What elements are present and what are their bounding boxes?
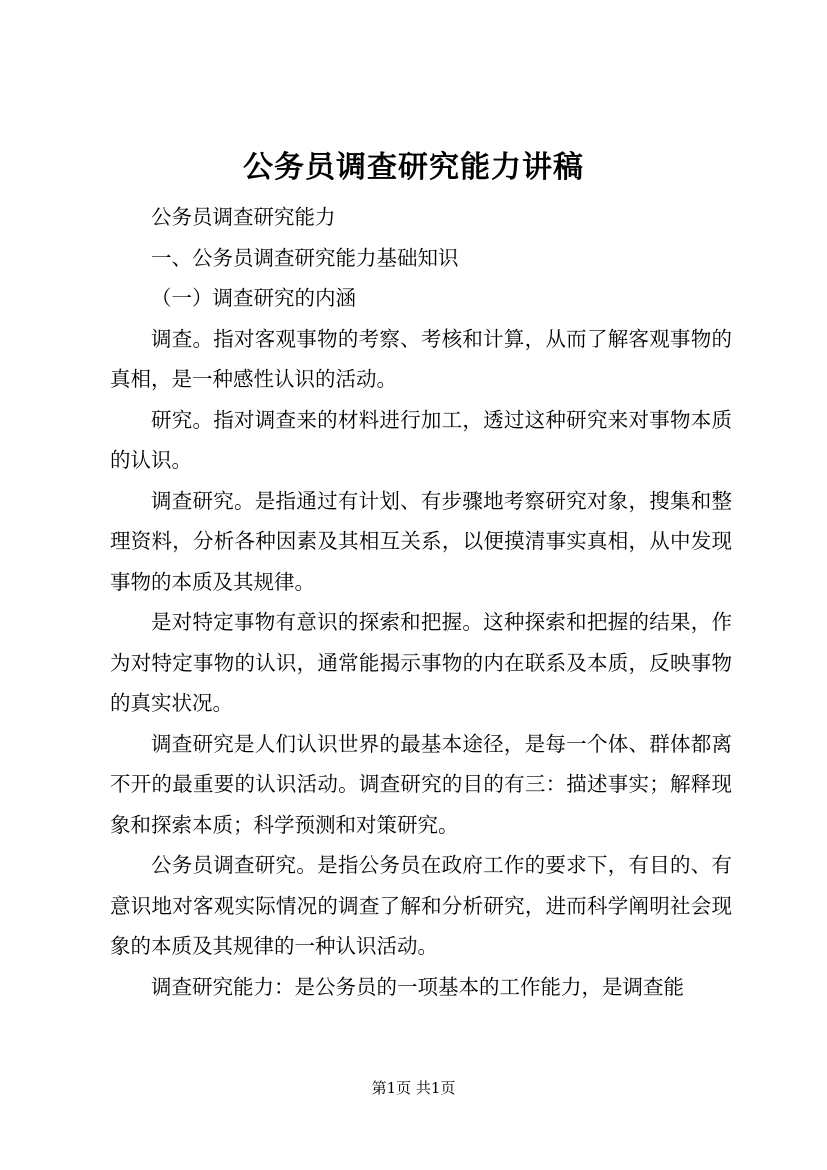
- paragraph: 调查研究。是指通过有计划、有步骤地考察研究对象，搜集和整理资料，分析各种因素及其相互关系，以便摸清事实真相，从中发现事物的本质及其规律。: [110, 488, 732, 594]
- paragraph: （一）调查研究的内涵: [151, 286, 356, 310]
- document-title: 公务员调查研究能力讲稿: [243, 150, 584, 185]
- document-body: [110, 197, 732, 1007]
- paragraph: 调查。指对客观事物的考察、考核和计算，从而了解客观事物的真相，是一种感性认识的活动。: [110, 326, 732, 391]
- paragraph: 公务员调查研究。是指公务员在政府工作的要求下，有目的、有意识地对客观实际情况的调查了解和分析研究，进而科学阐明社会现象的本质及其规律的一种认识活动。: [110, 853, 732, 958]
- paragraph: 是对特定事物有意识的探索和把握。这种探索和把握的结果，作为对特定事物的认识，通常能揭示事物的内在联系及本质，反映事物的真实状况。: [110, 610, 732, 715]
- paragraph: 一、公务员调查研究能力基础知识: [151, 245, 459, 270]
- page-number-footer: 第1页 共1页: [371, 1079, 456, 1097]
- paragraph: 研究。指对调查来的材料进行加工，透过这种研究来对事物本质的认识。: [110, 407, 732, 472]
- paragraph: 调查研究能力：是公务员的一项基本的工作能力，是调查能: [151, 974, 684, 999]
- paragraph: 公务员调查研究能力: [151, 205, 336, 229]
- paragraph: 调查研究是人们认识世界的最基本途径，是每一个体、群体都离不开的最重要的认识活动。调查研究的目的有三：描述事实；解释现象和探索本质；科学预测和对策研究。: [110, 731, 732, 837]
